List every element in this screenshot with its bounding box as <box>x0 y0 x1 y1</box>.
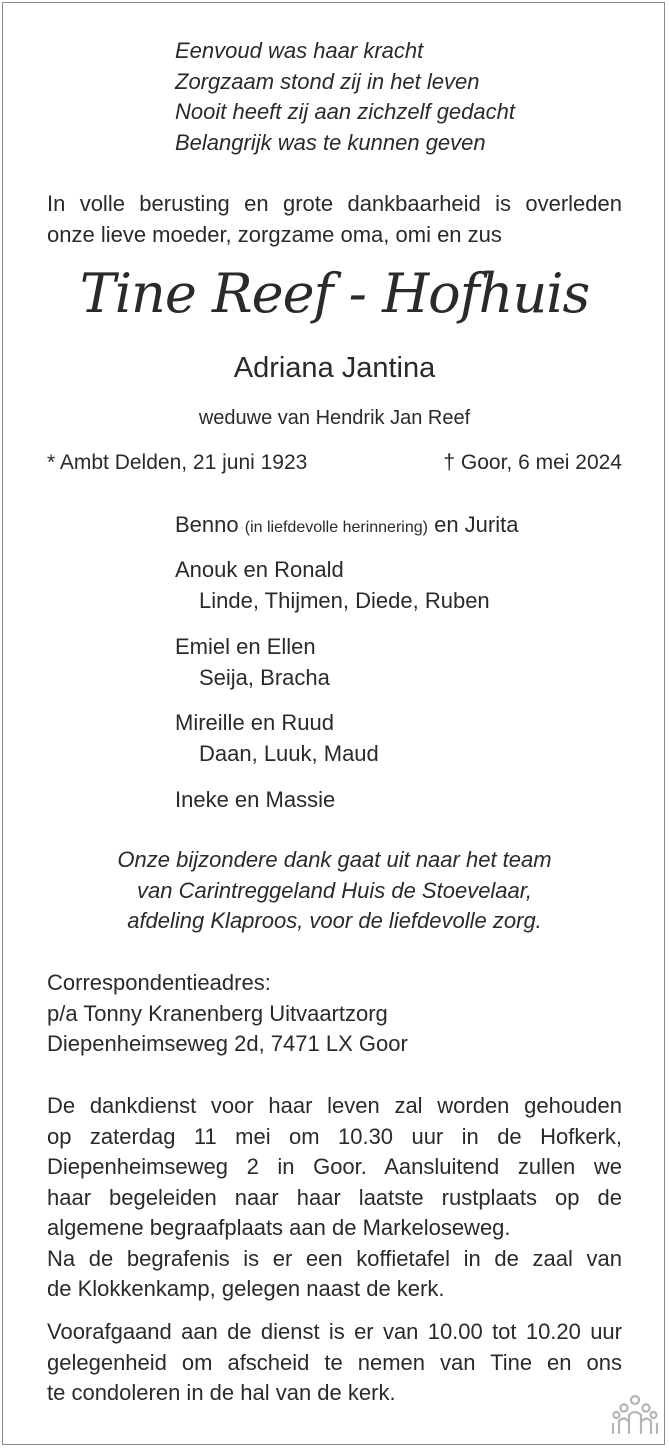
poem-line: Eenvoud was haar kracht <box>175 38 424 63</box>
family-children: Linde, Thijmen, Diede, Ruben <box>199 587 490 613</box>
poem-line: Belangrijk was te kunnen geven <box>175 129 486 155</box>
family-benno <box>175 510 518 544</box>
announcement-intro <box>47 189 622 250</box>
thanks-note <box>0 845 669 937</box>
family-group <box>175 708 379 769</box>
family-group <box>175 555 490 616</box>
thanks-line: van Carintreggeland Huis de Stoevelaar, <box>136 877 533 903</box>
family-parents: Anouk en Ronald <box>175 557 344 582</box>
farewell-line: gelegenheid om afscheid te nemen van Tine en ons <box>47 1349 622 1375</box>
coffee-line: de Klokkenkamp, gelegen naast de kerk. <box>47 1276 445 1301</box>
poem-line: Zorgzaam stond zij in het leven <box>175 68 480 94</box>
intro-line: In volle berusting en grote dankbaarheid is overleden <box>47 191 622 216</box>
deceased-name: Tine Reef - Hofhuis <box>79 262 590 325</box>
widow-of: weduwe van Hendrik Jan Reef <box>198 407 471 429</box>
address-line: Diepenheimseweg 2d, 7471 LX Goor <box>47 1031 408 1056</box>
intro-line: onze lieve moeder, zorgzame oma, omi en zus <box>47 221 502 247</box>
family-children: Seija, Bracha <box>199 664 330 690</box>
family-group <box>175 632 330 693</box>
family-name: Benno <box>175 512 239 537</box>
farewell-line: Voorafgaand aan de dienst is er van 10.00 tot 10.20 uur <box>47 1319 622 1344</box>
death-line: † Goor, 6 mei 2024 <box>443 451 622 474</box>
service-line: op zaterdag 11 mei om 10.30 uur in de Hofkerk, <box>47 1123 622 1149</box>
birth-line: * Ambt Delden, 21 juni 1923 <box>47 451 308 474</box>
given-names: Adriana Jantina <box>233 352 436 384</box>
address-line: Correspondentieadres: <box>47 970 271 995</box>
service-line: haar begeleiden naar haar laatste rustplaats op de <box>47 1184 622 1210</box>
people-group-icon <box>612 1393 658 1435</box>
poem <box>175 36 515 158</box>
family-partner: en Jurita <box>434 512 519 537</box>
coffee-line: Na de begrafenis is er een koffietafel in de zaal van <box>47 1245 622 1271</box>
address-line: p/a Tonny Kranenberg Uitvaartzorg <box>47 1000 388 1026</box>
thanks-line: Onze bijzondere dank gaat uit naar het team <box>117 847 552 872</box>
service-line: Diepenheimseweg 2 in Goor. Aansluitend zullen we <box>47 1154 622 1179</box>
family-last: Ineke en Massie <box>175 787 336 812</box>
family-children: Daan, Luuk, Maud <box>199 740 379 766</box>
service-line: algemene begraafplaats aan de Markeloseweg. <box>47 1215 511 1240</box>
memorial-note: (in liefdevolle herinnering) <box>244 519 428 536</box>
thanks-line: afdeling Klaproos, voor de liefdevolle zorg. <box>127 908 542 933</box>
farewell-line: te condoleren in de hal van de kerk. <box>47 1380 396 1405</box>
service-paragraph <box>47 1091 622 1305</box>
family-parents: Mireille en Ruud <box>175 710 334 735</box>
farewell-paragraph <box>47 1317 622 1409</box>
family-parents: Emiel en Ellen <box>175 634 316 659</box>
service-line: De dankdienst voor haar leven zal worden gehouden <box>47 1093 622 1118</box>
correspondence-address <box>47 968 408 1060</box>
poem-line: Nooit heeft zij aan zichzelf gedacht <box>175 99 515 124</box>
